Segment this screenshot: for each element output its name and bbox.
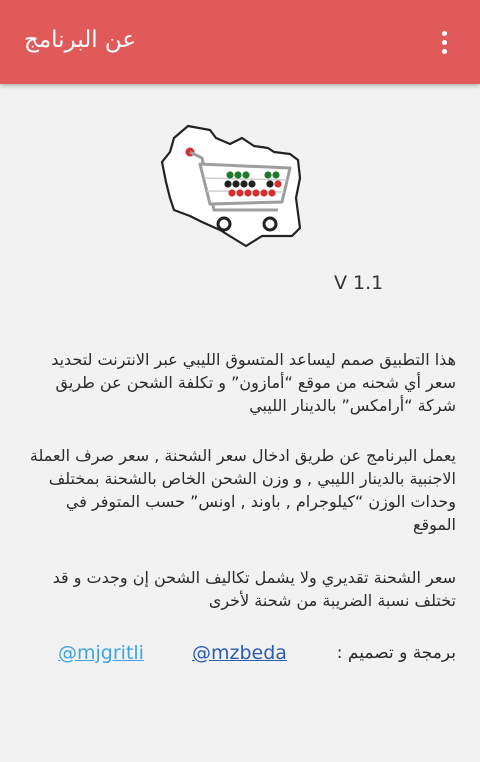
vertical-dots-icon[interactable]: [430, 24, 458, 60]
page-title: عن البرنامج: [24, 27, 137, 53]
libya-map-shopping-cart-icon: [150, 118, 310, 253]
menu-dot: [442, 49, 447, 54]
usage-paragraph: يعمل البرنامج عن طريق ادخال سعر الشحنة , سعر صرف العملة الاجنبية بالدينار الليبي , و وزن الشحن الخاص بالشحنة بمختلف وحدات الوزن “كيلوجرام , باوند , اونس” حسب المتوفر في الموقع: [29, 446, 456, 534]
credits-label: برمجة و تصميم :: [336, 643, 456, 663]
developer-link-mjgritli[interactable]: @mjgritli: [58, 642, 144, 664]
menu-dot: [442, 31, 447, 36]
developer-link-mzbeda[interactable]: @mzbeda: [192, 642, 287, 664]
menu-dot: [442, 40, 447, 45]
app-version: V 1.1: [334, 272, 384, 294]
description-paragraph: هذا التطبيق صمم ليساعد المتسوق الليبي عبر الانترنت لتحديد سعر أي شحنه من موقع “أمازون” و تكلفة الشحن عن طريق شركة “أرامكس” بالدينار الليبي: [51, 350, 456, 415]
app-bar: [0, 0, 480, 84]
disclaimer-paragraph: سعر الشحنة تقديري ولا يشمل تكاليف الشحن إن وجدت و قد تختلف نسبة الضريبة من شحنة لأخرى: [52, 568, 456, 610]
